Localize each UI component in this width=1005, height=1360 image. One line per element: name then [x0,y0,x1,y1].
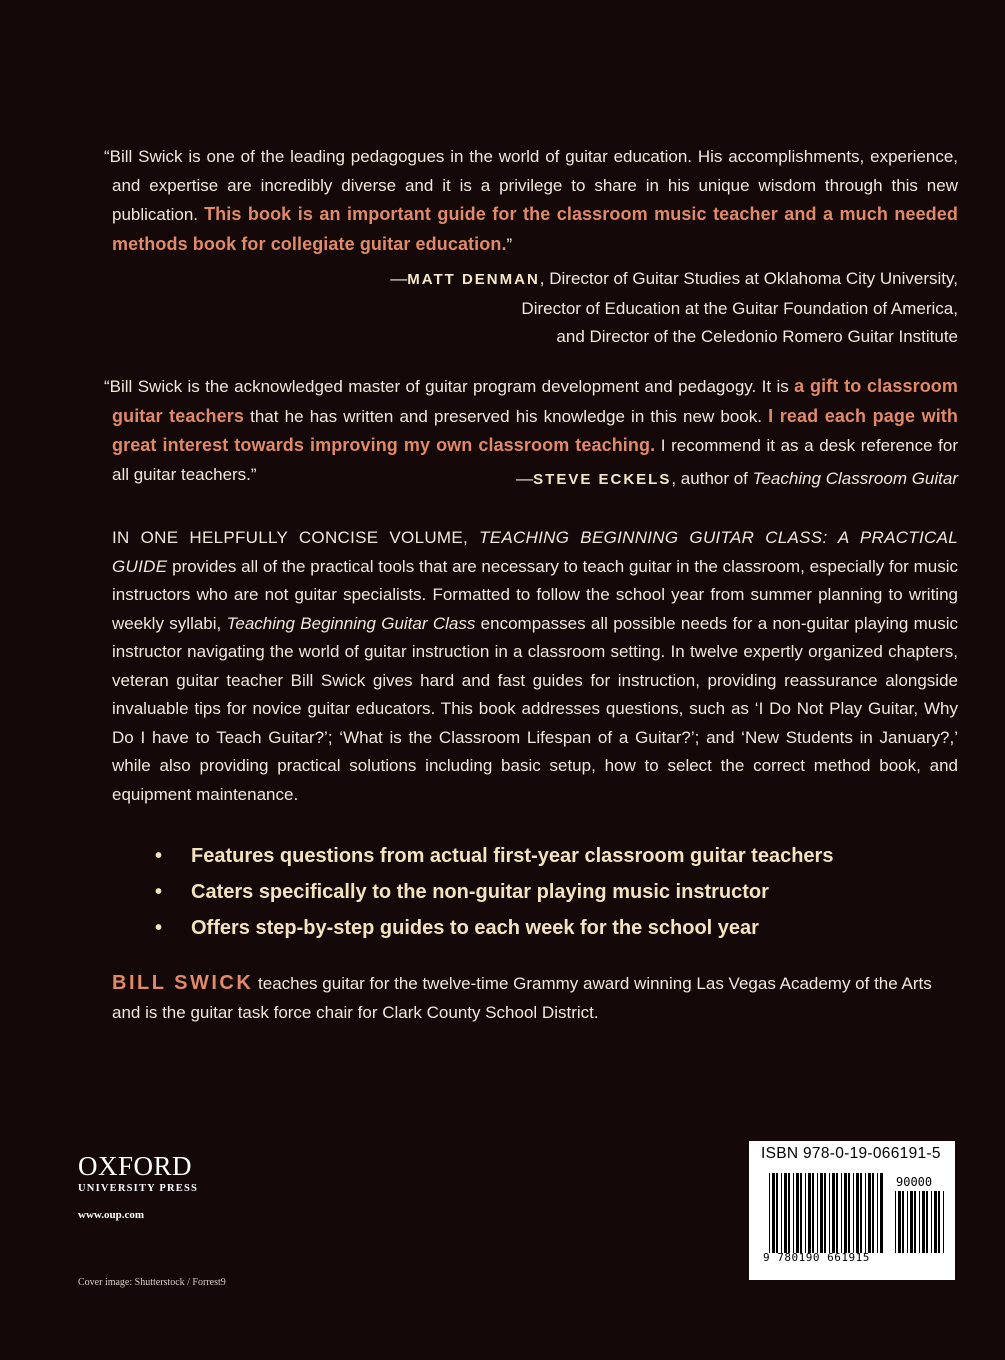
barcode-bar [796,1173,799,1253]
quote-eckels-highlight-2: I read each page with great interest towards improving my own classroom teaching. [112,405,958,455]
book-description: IN ONE HELPFULLY CONCISE VOLUME, TEACHING BEGINNING GUITAR CLASS: A PRACTICAL GUIDE provides all of the practical tools that are necessary to teach guitar in the classroom, especially for music instructors who are not guitar specialists. Formatted to follow the school year from summer planning to writing weekly syllabi, Teaching Beginning Guitar Class encompasses all possible needs for a non-guitar playing music instructor navigating the world of guitar instruction in a classroom setting. In twelve expertly organized chapters, veteran guitar teacher Bill Swick gives hard and fast guides for instruction, providing reassurance alongside invaluable tips for novice guitar educators. This book addresses questions, such as ‘I Do Not Play Guitar, Why Do I have to Teach Guitar?’; ‘What is the Classroom Lifespan of a Guitar?’; and ‘New Students in January?,’ while also providing practical solutions including basic setup, how to select the correct method book, and equipment maintenance. [112,528,958,804]
quote-eckels-highlight-1: a gift to classroom guitar teachers [112,376,958,426]
quote-denman-close: ” [506,234,513,254]
author-name: BILL SWICK [112,972,254,994]
barcode-bar [781,1173,782,1253]
description-title: Teaching Beginning Guitar Class [226,613,476,633]
barcode-bar [848,1173,850,1253]
barcode-bar [820,1173,823,1253]
attribution-eckels-name: STEVE ECKELS [533,471,672,488]
barcode-bar [800,1173,802,1253]
isbn-label: ISBN 978-0-19-066191-5 [761,1145,941,1162]
bullet-icon: • [155,881,163,903]
quote-denman [104,143,958,259]
barcode-bar [784,1173,787,1253]
barcode-bar [907,1191,908,1253]
barcode-bar [808,1173,811,1253]
barcode-bar [931,1191,932,1253]
barcode-bar [856,1173,859,1253]
barcode-bar [788,1173,790,1253]
quote-denman-text: “Bill Swick is one of the leading pedagogues in the world of guitar education. His accomplishments, experience, and expertise are incredibly diverse and it is a privilege to share in his unique wisdom through this new publication. [104,147,958,224]
barcode-bar [898,1191,901,1253]
publisher-logo [78,1152,198,1194]
isbn-barcode [749,1141,955,1280]
barcode-bar [772,1173,775,1253]
barcode-bar [938,1191,940,1253]
barcode-bar [895,1191,896,1253]
barcode-bar [776,1173,778,1253]
barcode-bar [805,1173,806,1253]
bullet-icon: • [155,845,163,867]
barcode-bar [829,1173,830,1253]
barcode-bar [824,1173,826,1253]
barcode-bar [872,1173,874,1253]
barcode-bar [910,1191,913,1253]
barcode-bar [934,1191,937,1253]
barcode-bar [793,1173,794,1253]
barcode-bar [832,1173,835,1253]
author-bio: BILL SWICK teaches guitar for the twelve-time Grammy award winning Las Vegas Academy of the Arts and is the guitar task force chair for Clark County School District. [112,972,932,1022]
barcode-bar [836,1173,838,1253]
attribution-denman-name: MATT DENMAN [407,271,540,288]
barcode-bar [860,1173,862,1253]
publisher-name: OXFORD [78,1151,193,1181]
barcode-bar [902,1191,904,1253]
attribution-eckels-book: Teaching Classroom Guitar [752,469,958,488]
barcode-bar [877,1173,878,1253]
list-item: • Caters specifically to the non-guitar playing music instructor [155,874,955,910]
feature-list [155,838,955,946]
barcode-bar [853,1173,854,1253]
barcode-digits: 9 780190 661915 [763,1251,870,1264]
barcode-bar [914,1191,916,1253]
barcode-bar [919,1191,920,1253]
barcode-bar [922,1191,925,1253]
publisher-subtitle: UNIVERSITY PRESS [78,1183,199,1194]
barcode-bar [865,1173,866,1253]
barcode-bar [926,1191,928,1253]
barcode-bar [868,1173,871,1253]
price-code: 90000 [896,1175,933,1189]
cover-credit: Cover image: Shutterstock / Forrest9 [78,1277,226,1288]
list-item: • Features questions from actual first-year classroom guitar teachers [155,838,955,874]
barcode-bar [769,1173,770,1253]
publisher-url: www.oup.com [78,1209,145,1221]
barcode-bar [841,1173,842,1253]
quote-denman-highlight: This book is an important guide for the classroom music teacher and a much needed methods book for collegiate guitar education. [112,204,958,254]
barcode-bar [817,1173,818,1253]
barcode-bar [812,1173,814,1253]
attribution-denman: —MATT DENMAN, Director of Guitar Studies at Oklahoma City University, Director of Education at the Guitar Foundation of America, and Director of the Celedonio Romero Guitar Institute [390,269,958,346]
barcode-bar [943,1191,944,1253]
description-lead-title: TEACHING BEGINNING GUITAR CLASS: A PRACTICAL GUIDE [112,528,958,576]
quote-eckels: “Bill Swick is the acknowledged master of guitar program development and pedagogy. It is a gift to classroom guitar teachers that he has written and preserved his knowledge in this new book. I read each page with great interest towards improving my own classroom teaching. I recommend it as a desk reference for all guitar teachers.” [104,376,958,484]
bullet-icon: • [155,917,163,939]
list-item: • Offers step-by-step guides to each week for the school year [155,910,955,946]
barcode-bar [880,1173,883,1253]
attribution-eckels: —STEVE ECKELS, author of Teaching Classroom Guitar [516,469,958,488]
barcode-bar [844,1173,847,1253]
